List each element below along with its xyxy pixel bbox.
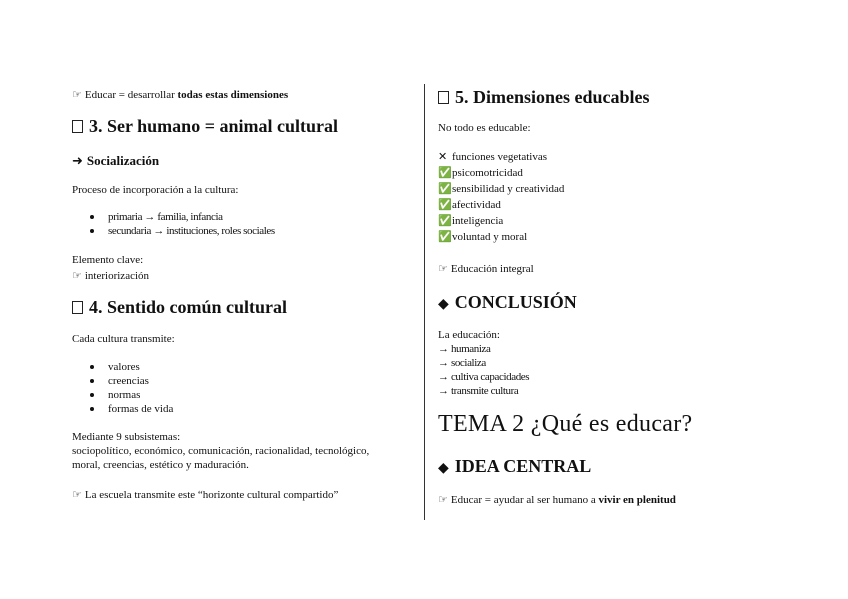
- list-item-text: inteligencia: [452, 215, 504, 227]
- section3-title: 3. Ser humano = animal cultural: [89, 116, 338, 136]
- check-mark-icon: ✅: [438, 214, 452, 227]
- section3-heading: [72, 116, 338, 137]
- section5-title: 5. Dimensiones educables: [455, 87, 650, 107]
- section4-bullets: [72, 360, 173, 416]
- idea-central-heading: [438, 456, 591, 477]
- section3-bullets: [72, 210, 275, 238]
- top-note: [72, 88, 288, 102]
- subsystems-line2: moral, creencias, estético y maduración.: [72, 459, 249, 471]
- list-item: → socializa: [438, 357, 486, 369]
- key-element-label: Elemento clave:: [72, 254, 144, 266]
- socializacion-label: Socialización: [86, 153, 160, 168]
- pointing-hand-icon: ☞: [438, 493, 448, 506]
- cross-mark-icon: ✕: [438, 150, 448, 163]
- conclusion-intro: La educación:: [438, 329, 500, 341]
- list-item: → transmite cultura: [438, 385, 519, 397]
- list-item: [438, 165, 564, 181]
- conclusion-list: [438, 328, 529, 398]
- top-note-text: Educar = desarrollar: [84, 89, 178, 101]
- integral-note-text: Educación integral: [450, 263, 534, 275]
- top-note-bold: todas estas dimensiones: [177, 89, 289, 101]
- list-item: creencias: [72, 374, 173, 388]
- pointing-hand-icon: ☞: [72, 488, 82, 501]
- list-item: formas de vida: [72, 402, 173, 416]
- conclusion-heading: [438, 292, 577, 313]
- pointing-hand-icon: ☞: [72, 88, 82, 101]
- list-item: [438, 213, 564, 229]
- checkbox-icon: [438, 91, 449, 104]
- diamond-icon: ◆: [438, 296, 449, 312]
- checkbox-icon: [72, 120, 83, 133]
- educable-list: [438, 149, 564, 245]
- list-item: primaria → familia, infancia: [72, 210, 275, 224]
- idea-central-text: Educar = ayudar al ser humano a: [450, 494, 599, 506]
- check-mark-icon: ✅: [438, 198, 452, 211]
- list-item: valores: [72, 360, 173, 374]
- pointing-hand-icon: ☞: [438, 262, 448, 275]
- idea-central-bold: vivir en plenitud: [598, 494, 676, 506]
- list-item: → cultiva capacidades: [438, 371, 530, 383]
- school-note-text: La escuela transmite este “horizonte cultural compartido”: [84, 489, 339, 501]
- diamond-icon: ◆: [438, 460, 449, 476]
- check-mark-icon: ✅: [438, 230, 452, 243]
- section4-heading: [72, 297, 287, 318]
- idea-central-title: IDEA CENTRAL: [454, 456, 592, 476]
- section4-intro: Cada cultura transmite:: [72, 333, 175, 345]
- pointing-hand-icon: ☞: [72, 269, 82, 282]
- list-item-text: afectividad: [452, 199, 501, 211]
- conclusion-title: CONCLUSIÓN: [454, 292, 577, 312]
- list-item-text: psicomotricidad: [452, 167, 523, 179]
- key-element-value: [72, 269, 149, 283]
- idea-central-note: [438, 493, 676, 507]
- list-item: [438, 181, 564, 197]
- list-item-text: sensibilidad y creatividad: [452, 183, 565, 195]
- list-item: [438, 197, 564, 213]
- subsystems-label: Mediante 9 subsistemas:: [72, 431, 181, 443]
- integral-note: [438, 262, 534, 276]
- section4-title: 4. Sentido común cultural: [89, 297, 288, 317]
- list-item-text: funciones vegetativas: [452, 151, 547, 163]
- checkbox-icon: [72, 301, 83, 314]
- section5-intro: No todo es educable:: [438, 122, 531, 134]
- arrow-right-icon: ➜: [72, 154, 83, 169]
- list-item-text: voluntad y moral: [452, 231, 528, 243]
- check-mark-icon: ✅: [438, 166, 452, 179]
- check-mark-icon: ✅: [438, 182, 452, 195]
- list-item: [438, 229, 564, 245]
- key-element-text: interiorización: [84, 270, 150, 282]
- socializacion-subheading: [72, 153, 159, 169]
- list-item: normas: [72, 388, 173, 402]
- subsystems-line1: sociopolítico, económico, comunicación, racionalidad, tecnológico,: [72, 445, 370, 457]
- list-item: secundaria → instituciones, roles sociales: [72, 224, 275, 238]
- list-item: → humaniza: [438, 343, 491, 355]
- section5-heading: [438, 87, 650, 108]
- school-note: [72, 488, 338, 502]
- column-divider: [424, 84, 425, 520]
- section3-intro: Proceso de incorporación a la cultura:: [72, 184, 239, 196]
- tema2-title: TEMA 2 ¿Qué es educar?: [438, 411, 693, 437]
- list-item: [438, 149, 564, 165]
